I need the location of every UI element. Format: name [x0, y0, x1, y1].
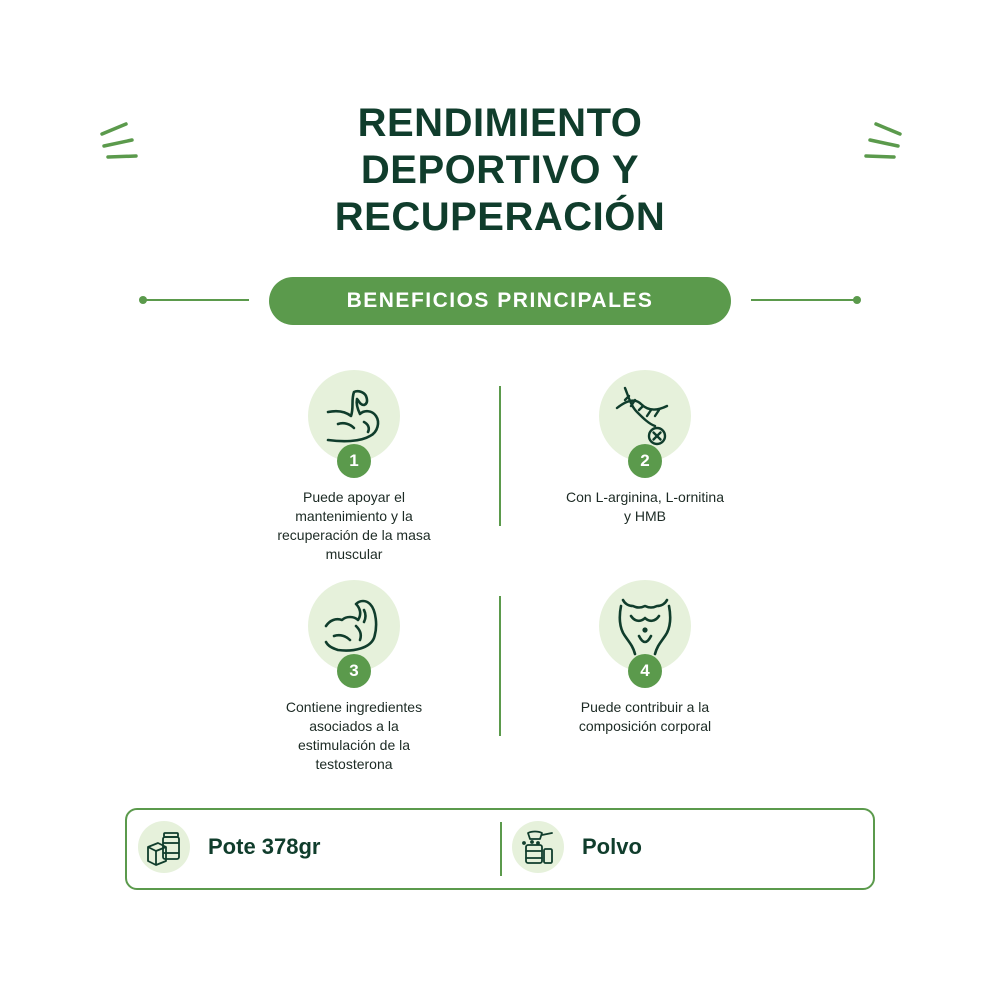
- benefit-text: Puede contribuir a la composición corporal: [578, 699, 712, 734]
- product-info-separator: [500, 822, 502, 876]
- body-torso-icon: [615, 596, 675, 656]
- page-title: [200, 100, 800, 241]
- grid-separator-bottom: [499, 596, 501, 736]
- divider-line-left: [143, 299, 249, 301]
- product-info-box: [125, 808, 875, 890]
- title-line-2: DEPORTIVO Y: [360, 148, 640, 192]
- grid-separator-top: [499, 386, 501, 526]
- benefit-item-2: [525, 370, 765, 526]
- benefit-item-3: [234, 580, 474, 774]
- benefit-item-4: [525, 580, 765, 736]
- dna-icon: [615, 386, 675, 446]
- divider-dot-right: [853, 296, 861, 304]
- product-info-item-container: [138, 821, 321, 873]
- benefit-number-badge: 1: [337, 444, 371, 478]
- spark-left-icon: [98, 122, 142, 166]
- benefit-number-badge: 3: [337, 654, 371, 688]
- title-line-1: RENDIMIENTO: [357, 101, 643, 145]
- title-line-3: RECUPERACIÓN: [334, 195, 666, 239]
- product-info-item-format: [512, 821, 642, 873]
- benefit-number-badge: 4: [628, 654, 662, 688]
- biceps-icon: [324, 596, 384, 656]
- powder-scoop-icon: [518, 827, 558, 867]
- product-info-label-container: Pote 378gr: [208, 834, 321, 859]
- product-info-label-format: Polvo: [582, 834, 642, 859]
- spark-right-icon: [860, 122, 904, 166]
- benefit-text: Puede apoyar el mantenimiento y la recuperación de la masa muscular: [277, 489, 431, 562]
- container-jar-icon-circle: [138, 821, 190, 873]
- divider-line-right: [751, 299, 857, 301]
- flexed-arm-icon: [324, 386, 384, 446]
- container-jar-icon: [144, 827, 184, 867]
- powder-scoop-icon-circle: [512, 821, 564, 873]
- benefit-item-1: [234, 370, 474, 564]
- section-header: [269, 277, 731, 325]
- benefit-number-badge: 2: [628, 444, 662, 478]
- section-header-label: BENEFICIOS PRINCIPALES: [346, 289, 654, 312]
- benefit-text: Contiene ingredientes asociados a la estimulación de la testosterona: [285, 699, 423, 772]
- benefit-text: Con L-arginina, L-ornitina y HMB: [566, 489, 724, 524]
